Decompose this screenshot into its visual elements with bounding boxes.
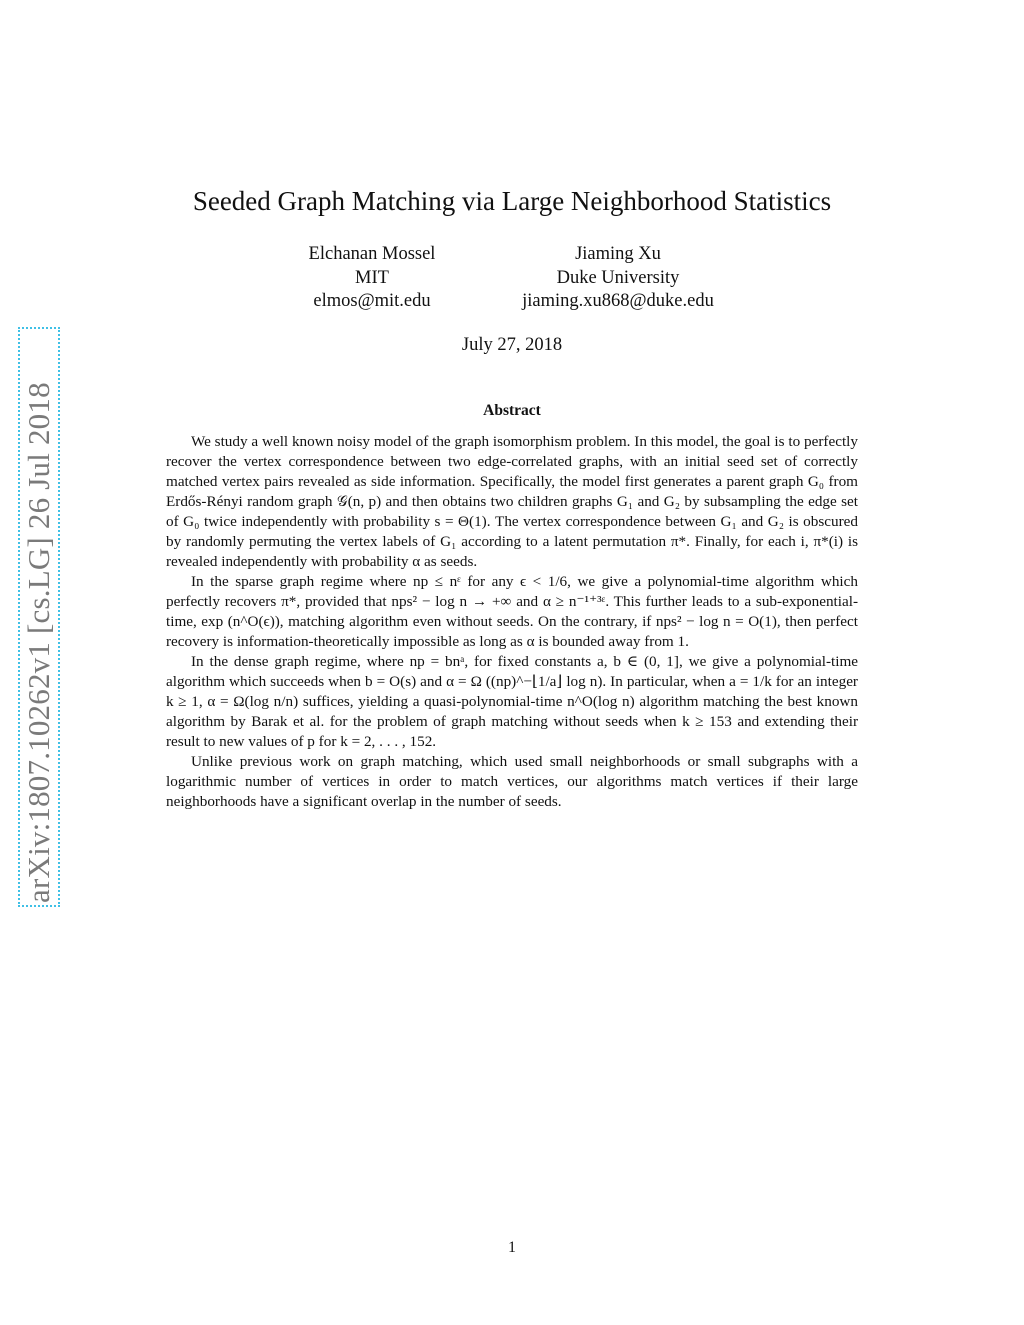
abstract-paragraph: In the sparse graph regime where np ≤ nᵋ for any ϵ < 1/6, we give a polynomial-time algorithm which perfectly recovers π*, provided that nps² − log n → +∞ and α ≥ n⁻¹⁺³ᵋ. This further leads to a sub-exponential-time, exp (n^O(ϵ)), matching algorithm even without seeds. On the contrary, if nps² − log n = O(1), then perfect recovery is information-theoretically impossible as long as α is bounded away from 1. [166,573,858,650]
abstract-paragraph: Unlike previous work on graph matching, which used small neighborhoods or small subgraphs with a logarithmic number of vertices in order to match vertices, our algorithms match vertices if their large neighborhoods have a significant overlap in the number of seeds. [166,753,858,810]
author-name: Jiaming Xu [575,244,661,264]
author-affiliation: MIT [355,267,389,288]
page-number: 1 [508,1239,516,1256]
author-email[interactable]: jiaming.xu868@duke.edu [522,291,714,311]
abstract-heading: Abstract [483,402,541,419]
paper-title: Seeded Graph Matching via Large Neighborhood Statistics [192,186,832,216]
paper-date: July 27, 2018 [461,335,563,355]
author-affiliation: Duke University [556,267,680,288]
abstract-paragraph: We study a well known noisy model of the graph isomorphism problem. In this model, the goal is to perfectly recover the vertex correspondence between two edge-correlated graphs, with an initial seed set of correctly matched vertex pairs revealed as side information. Specifically, the model first generates a parent graph G₀ from Erdős-Rényi random graph 𝒢(n, p) and then obtains two children graphs G₁ and G₂ by subsampling the edge set of G₀ twice independently with probability s = Θ(1). The vertex correspondence between G₁ and G₂ is obscured by randomly permuting the vertex labels of G₁ according to a latent permutation π*. Finally, for each i, π*(i) is revealed independently with probability α as seeds. [166,433,858,570]
author-block-1 [262,243,482,314]
author-email[interactable]: elmos@mit.edu [313,291,431,311]
abstract-body [166,432,858,812]
abstract-paragraph: In the dense graph regime, where np = bnᵃ, for fixed constants a, b ∈ (0, 1], we give a polynomial-time algorithm which succeeds when b = O(s) and α = Ω ((np)^−⌊1/a⌋ log n). In particular, when a = 1/k for an integer k ≥ 1, α = Ω(log n/n) suffices, yielding a quasi-polynomial-time n^O(log n) algorithm matching the best known algorithm by Barak et al. for the problem of graph matching without seeds when k ≥ 153 and extending their result to new values of p for k = 2, . . . , 152. [166,653,858,750]
author-block-2 [498,243,738,314]
author-name: Elchanan Mossel [308,244,436,264]
arxiv-identifier: arXiv:1807.10262v1 [cs.LG] 26 Jul 2018 [21,382,56,903]
